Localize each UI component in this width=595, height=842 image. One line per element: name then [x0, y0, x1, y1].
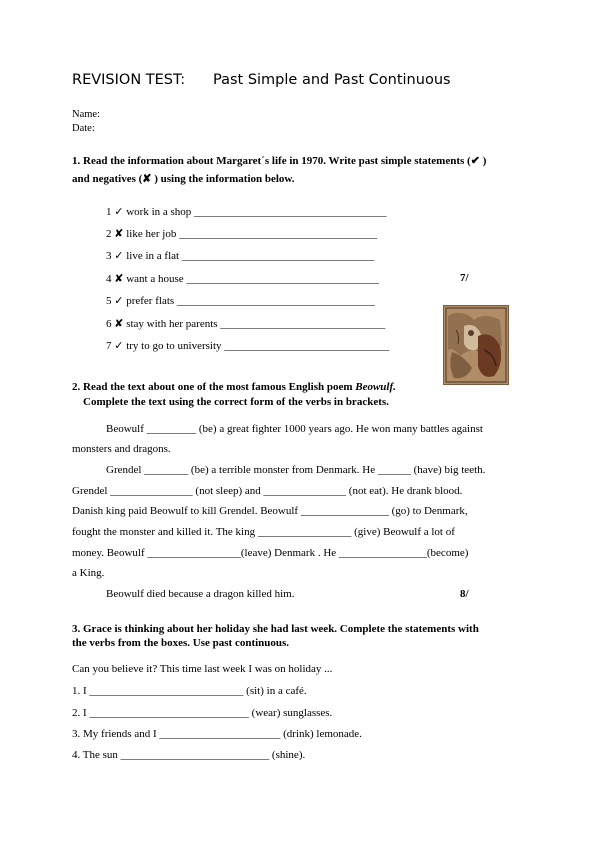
ex2-text-line-6: fought the monster and killed it. The king _________________ (give) Beowulf a lot of [72, 526, 455, 538]
ex2-heading-text1: 2. Read the text about one of the most famous English poem [72, 381, 356, 393]
ex3-item-4: 4. The sun ___________________________ (shine). [72, 749, 306, 761]
ex2-text-line-3: Grendel ________ (be) a terrible monster from Denmark. He ______ (have) big teeth. [106, 464, 486, 476]
title-part2: Past Simple and Past Continuous [213, 72, 451, 88]
ex1-heading-line2 [72, 172, 295, 185]
manuscript-image-icon [444, 306, 508, 384]
ex1-item-7: 7 ✓ try to go to university ______________________________ [106, 340, 390, 352]
ex1-heading-text2-end: ) using the information below. [151, 173, 295, 185]
date-label: Date: [72, 123, 95, 134]
ex3-heading-line1: 3. Grace is thinking about her holiday she had last week. Complete the statements with [72, 623, 479, 635]
ex1-item-6: 6 ✘ stay with her parents ______________________________ [106, 318, 386, 330]
ex3-intro: Can you believe it? This time last week I was on holiday ... [72, 663, 333, 675]
ex2-heading-line2: Complete the text using the correct form of the verbs in brackets. [83, 396, 389, 408]
cross-icon: ✘ [142, 173, 152, 185]
ex1-heading-text2: and negatives ( [72, 173, 143, 185]
ex3-item-3: 3. My friends and I ______________________ (drink) lemonade. [72, 728, 362, 740]
ex1-item-2: 2 ✘ like her job ____________________________________ [106, 228, 378, 240]
ex1-heading-text1-end: ) [479, 155, 487, 167]
ex3-heading-line2: the verbs from the boxes. Use past continuous. [72, 637, 290, 649]
ex2-text-line-1: Beowulf _________ (be) a great fighter 1000 years ago. He won many battles against [106, 423, 483, 435]
ex2-score: 8/ [460, 588, 469, 600]
ex2-text-line-2: monsters and dragons. [72, 443, 171, 455]
ex1-item-4: 4 ✘ want a house ___________________________________ [106, 273, 379, 285]
ex2-text-line-4: Grendel _______________ (not sleep) and _______________ (not eat). He drank blood. [72, 485, 463, 497]
ex1-heading-text1: 1. Read the information about Margaret´s life in 1970. Write past simple statements ( [72, 155, 471, 167]
name-label: Name: [72, 109, 100, 120]
ex2-text-line-7: money. Beowulf _________________(leave) Denmark . He ________________(become) [72, 547, 469, 559]
ex2-text-line-8: a King. [72, 567, 105, 579]
ex2-text-line-5: Danish king paid Beowulf to kill Grendel. Beowulf ________________ (go) to Denmark, [72, 505, 468, 517]
title-part1: REVISION TEST: [72, 72, 186, 88]
ex1-item-3: 3 ✓ live in a flat ___________________________________ [106, 250, 375, 262]
ex1-heading-line1 [72, 154, 486, 167]
ex3-item-1: 1. I ____________________________ (sit) in a café. [72, 685, 307, 697]
check-icon: ✔ [470, 155, 480, 167]
ex2-heading-line1 [72, 381, 396, 393]
ex2-text-line-9: Beowulf died because a dragon killed him. [106, 588, 295, 600]
beowulf-illustration [443, 305, 509, 385]
ex2-heading-italic: Beowulf. [355, 381, 396, 393]
ex1-score: 7/ [460, 272, 469, 284]
ex1-item-1: 1 ✓ work in a shop ___________________________________ [106, 206, 387, 218]
ex3-item-2: 2. I _____________________________ (wear) sunglasses. [72, 707, 333, 719]
ex1-item-5: 5 ✓ prefer flats ____________________________________ [106, 295, 375, 307]
